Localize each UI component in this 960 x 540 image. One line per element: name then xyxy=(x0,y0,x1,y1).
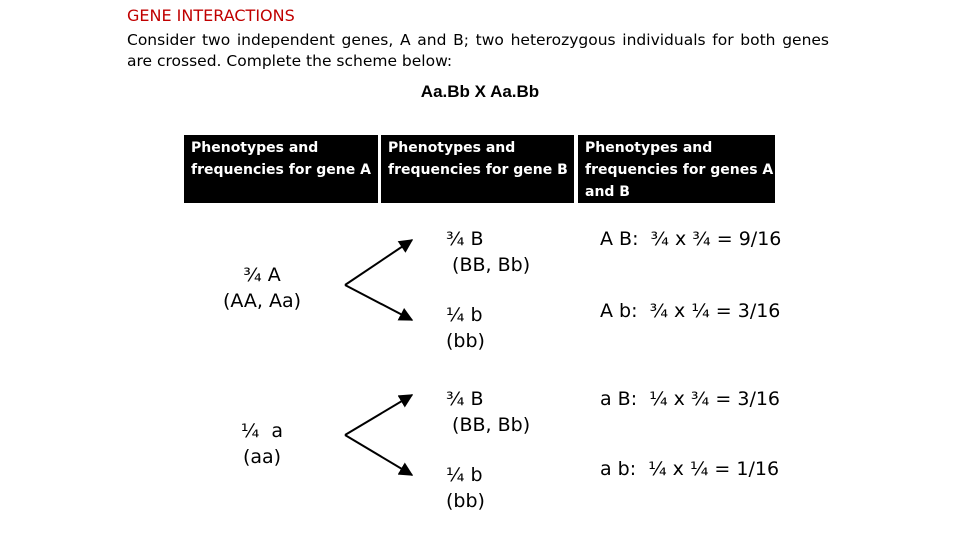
arrow-a2-to-b-recessive xyxy=(345,435,412,475)
gene-b-dominant-2 xyxy=(446,386,530,438)
gene-a-recessive-fraction: ¼ a xyxy=(240,420,284,442)
header-gene-a: Phenotypes and frequencies for gene A xyxy=(184,135,378,203)
gene-a-dominant-genotypes: (AA, Aa) xyxy=(222,290,302,312)
header-gene-b: Phenotypes and frequencies for gene B xyxy=(381,135,574,203)
slide-title: GENE INTERACTIONS xyxy=(127,6,295,25)
gene-b-recessive-2 xyxy=(446,462,485,514)
cross-formula: Aa.Bb X Aa.Bb xyxy=(420,82,540,101)
header-genes-ab: Phenotypes and frequencies for genes A and B xyxy=(578,135,775,203)
gene-b-recessive-1 xyxy=(446,302,485,354)
combined-ab-lower: A b: ¾ x ¼ = 3/16 xyxy=(600,300,781,322)
gene-b-fraction: ¼ b xyxy=(446,464,483,486)
gene-b-genotypes: (bb) xyxy=(446,490,485,512)
gene-b-genotypes: (bb) xyxy=(446,330,485,352)
gene-b-fraction: ¼ b xyxy=(446,304,483,326)
gene-a-recessive-genotypes: (aa) xyxy=(242,446,282,468)
gene-b-dominant-1 xyxy=(446,226,530,278)
combined-ab: A B: ¾ x ¾ = 9/16 xyxy=(600,228,782,250)
arrow-a-to-b-dominant xyxy=(345,240,412,285)
combined-a-lower-b-lower: a b: ¼ x ¼ = 1/16 xyxy=(600,458,780,480)
gene-b-fraction: ¾ B xyxy=(446,388,484,410)
gene-b-genotypes: (BB, Bb) xyxy=(446,254,531,276)
gene-a-dominant-fraction: ¾ A xyxy=(243,264,281,286)
arrow-a-to-b-recessive xyxy=(345,285,412,320)
gene-b-genotypes: (BB, Bb) xyxy=(446,414,531,436)
gene-b-fraction: ¾ B xyxy=(446,228,484,250)
intro-text: Consider two independent genes, A and B; two heterozygous individuals for both genes are crossed. Complete the scheme below: xyxy=(127,31,829,70)
combined-a-lower-b: a B: ¼ x ¾ = 3/16 xyxy=(600,388,781,410)
arrow-a2-to-b-dominant xyxy=(345,395,412,435)
